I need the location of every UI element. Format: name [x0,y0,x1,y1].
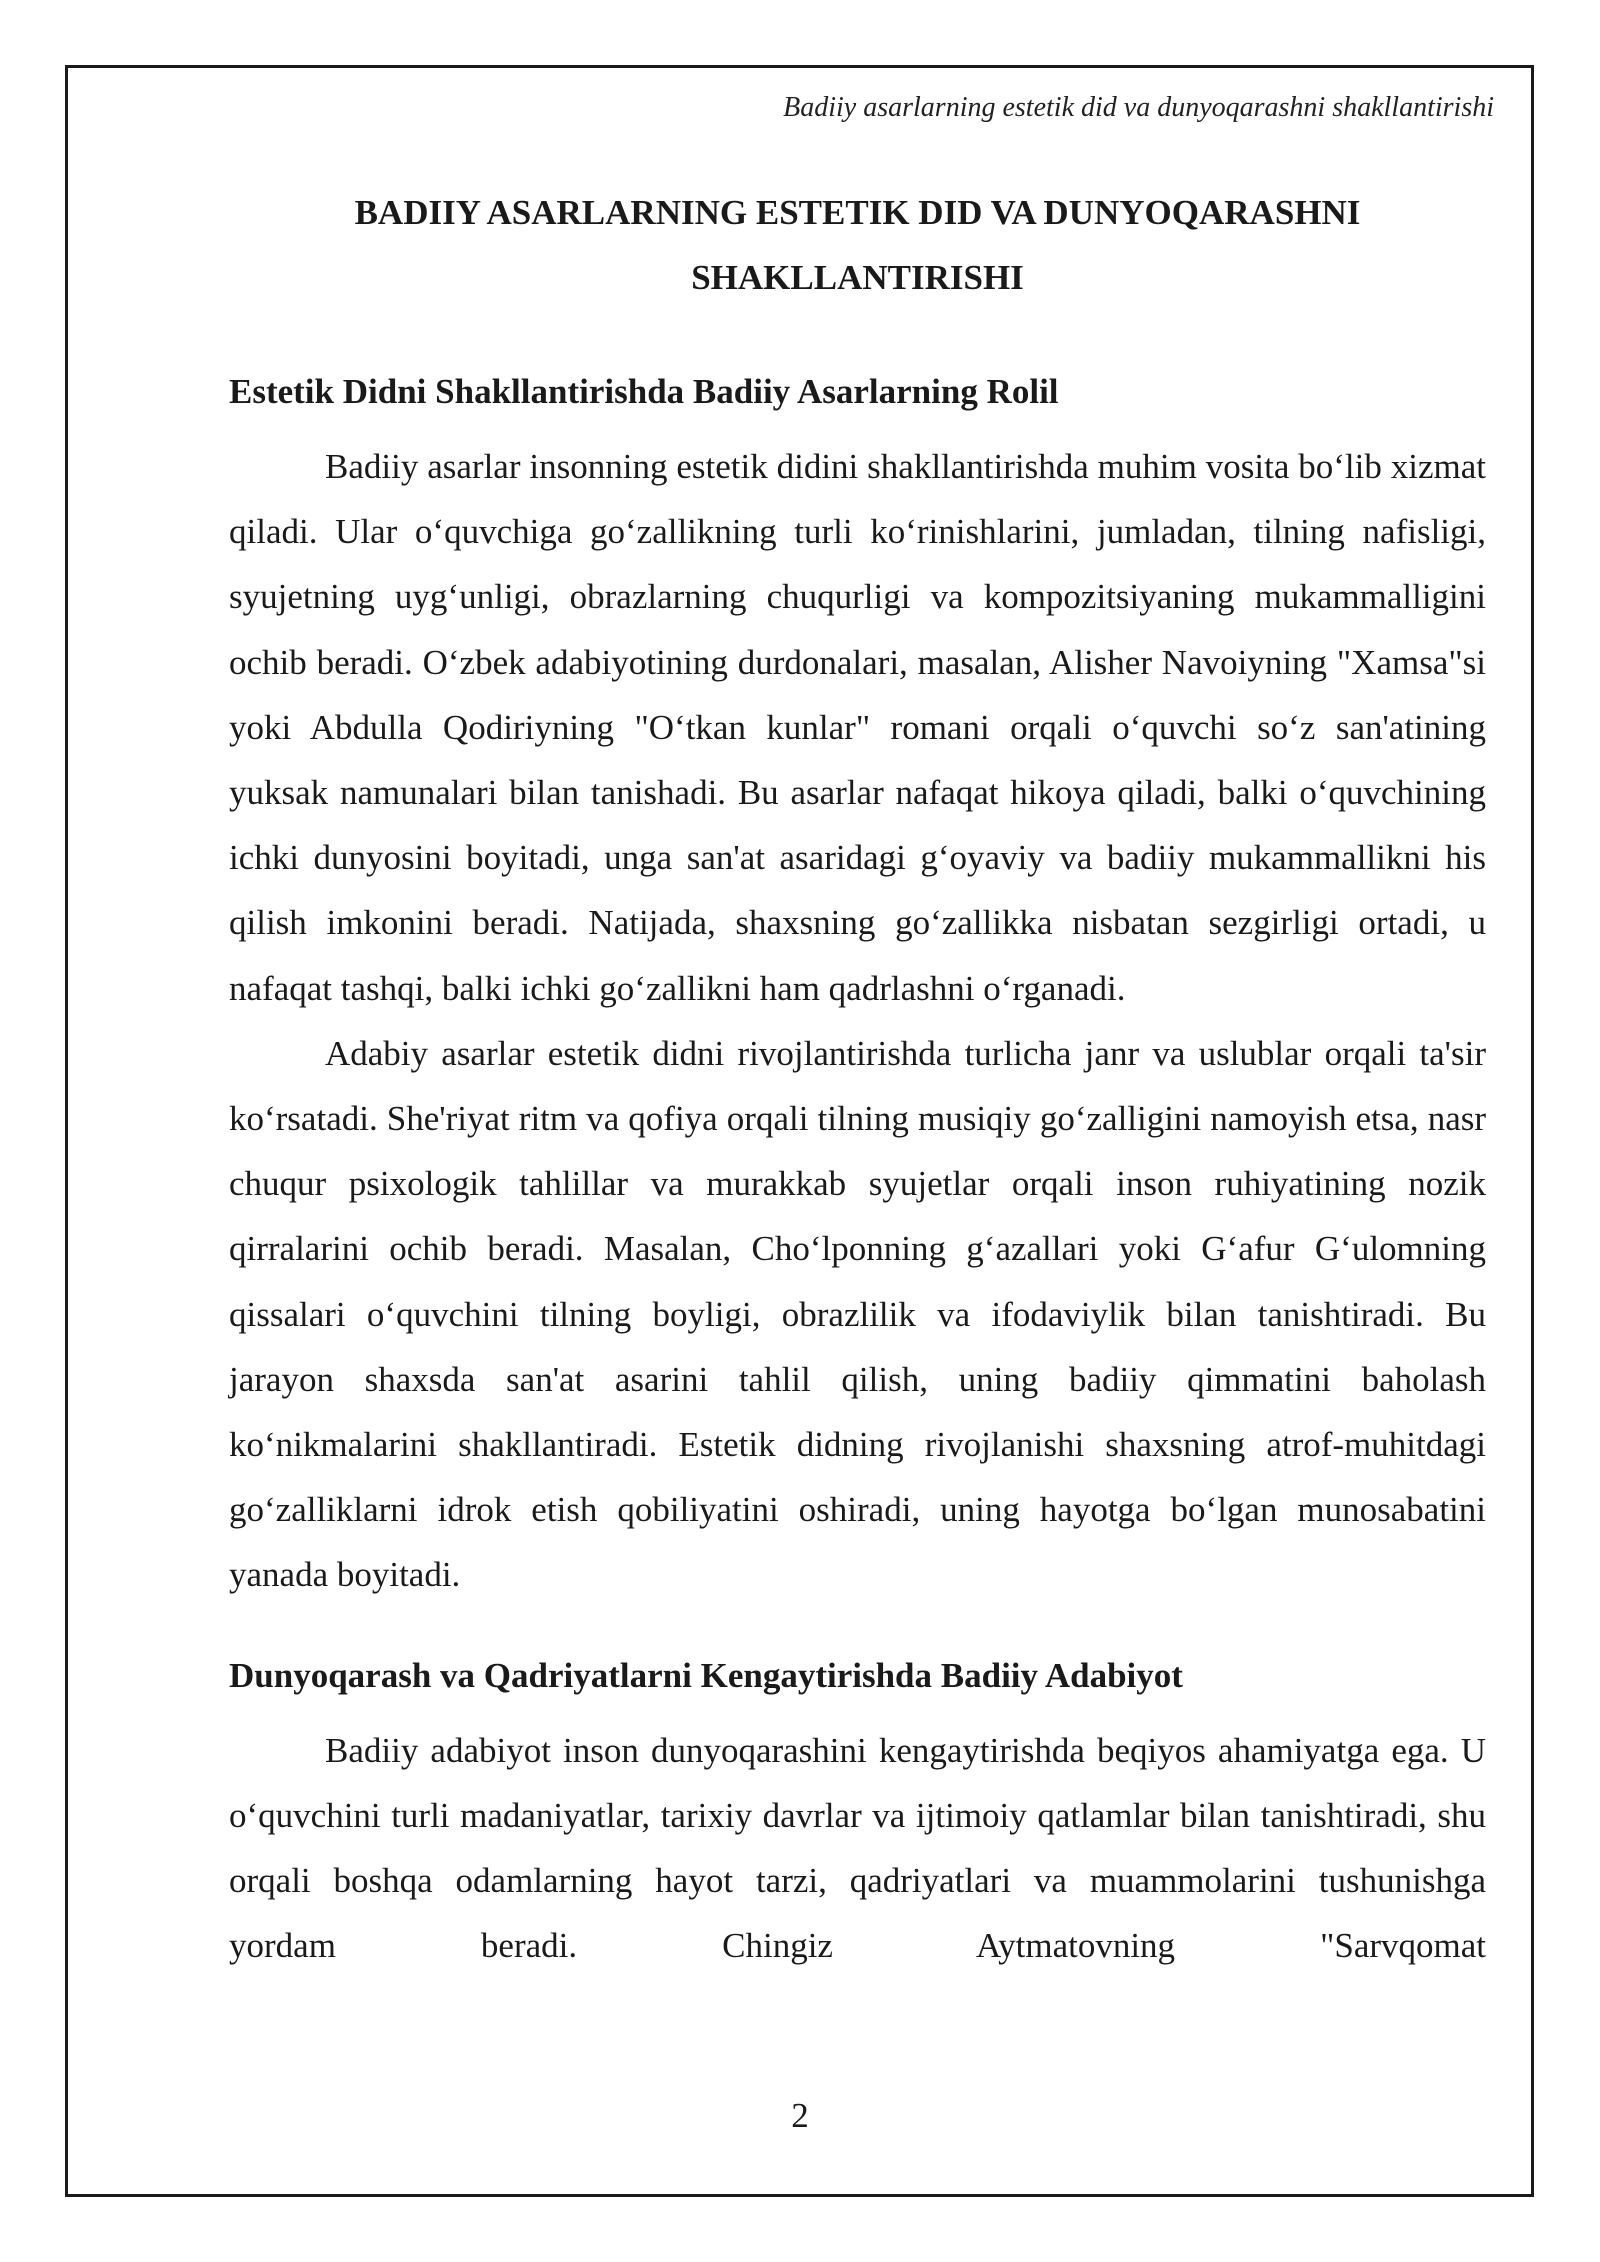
document-title [229,180,1486,310]
page-number: 2 [791,2096,809,2135]
page-body [229,180,1486,1978]
section-heading: Dunyoqarash va Qadriyatlarni Kengaytirishda Badiiy Adabiyot [229,1655,1183,1695]
section-heading: Estetik Didni Shakllantirishda Badiiy Asarlarning Rolil [229,372,1059,411]
body-paragraph: Badiiy adabiyot inson dunyoqarashini kengaytirishda beqiyos ahamiyatga ega. U o‘quvchini turli madaniyatlar, tarixiy davrlar va ijtimoiy qatlamlar bilan tanishtiradi, shu orqali boshqa odamlarning hayot tarzi, qadriyatlari va muammolarini tushunishga yordam beradi. Chingiz Aytmatovning "Sarvqomat [229,1730,1486,1966]
document-title-line-1: BADIIY ASARLARNING ESTETIK DID VA DUNYOQARASHNI [354,193,1361,232]
document-title-line-2: SHAKLLANTIRISHI [691,258,1024,297]
body-paragraph: Adabiy asarlar estetik didni rivojlantirishda turlicha janr va uslublar orqali ta'sir ko‘rsatadi. She'riyat ritm va qofiya orqali tilning musiqiy go‘zalligini namoyish etsa, nasr chuqur psixologik tahlillar va murakkab syujetlar orqali inson ruhiyatining nozik qirralarini ochib beradi. Masalan, Cho‘lponning g‘azallari yoki G‘afur G‘ulomning qissalari o‘quvchini tilning boyligi, obrazlilik va ifodaviylik bilan tanishtiradi. Bu jarayon shaxsda san'at asarini tahlil qilish, uning badiiy qimmatini baholash ko‘nikmalarini shakllantiradi. Estetik didning rivojlanishi shaxsning atrof-muhitdagi go‘zalliklarni idrok etish qobiliyatini oshiradi, uning hayotga bo‘lgan munosabatini yanada boyitadi. [229,1033,1486,1595]
running-header: Badiiy asarlarning estetik did va dunyoqarashni shakllantirishi [783,92,1494,123]
body-paragraph: Badiiy asarlar insonning estetik didini shakllantirishda muhim vosita bo‘lib xizmat qiladi. Ular o‘quvchiga go‘zallikning turli ko‘rinishlarini, jumladan, tilning nafisligi, syujetning uyg‘unligi, obrazlarning chuqurligi va kompozitsiyaning mukammalligini ochib beradi. O‘zbek adabiyotining durdonalari, masalan, Alisher Navoiyning "Xamsa"si yoki Abdulla Qodiriyning "O‘tkan kunlar" romani orqali o‘quvchi so‘z san'atining yuksak namunalari bilan tanishadi. Bu asarlar nafaqat hikoya qiladi, balki o‘quvchining ichki dunyosini boyitadi, unga san'at asaridagi g‘oyaviy va badiiy mukammallikni his qilish imkonini beradi. Natijada, shaxsning go‘zallikka nisbatan sezgirligi ortadi, u nafaqat tashqi, balki ichki go‘zallikni ham qadrlashni o‘rganadi. [229,447,1486,1008]
